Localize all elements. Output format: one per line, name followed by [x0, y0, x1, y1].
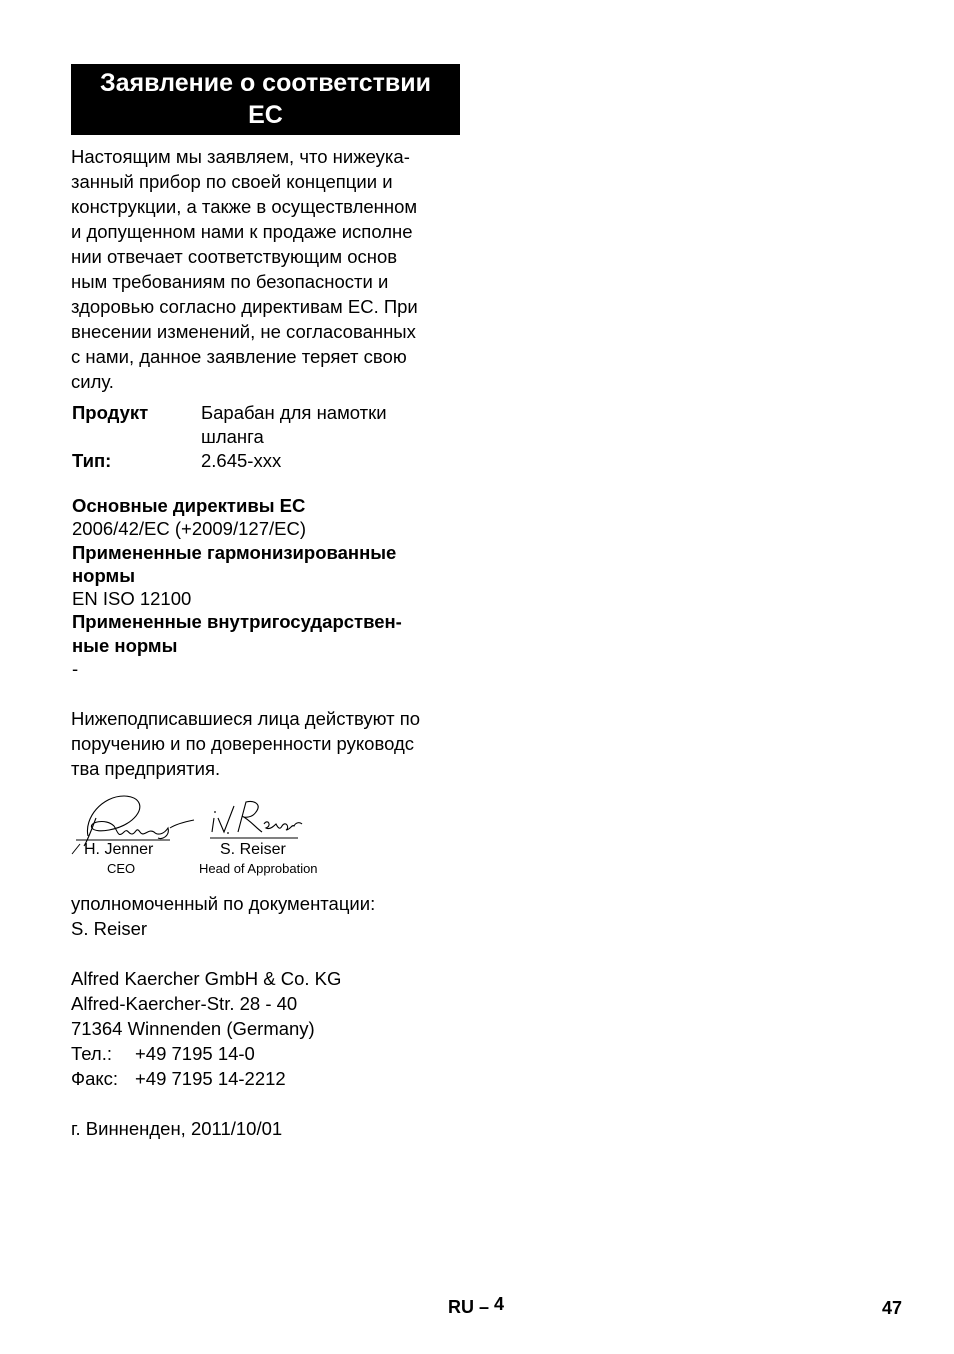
product-value-line-1: Барабан для намотки [201, 402, 387, 423]
intro-line: с нами, данное заявление теряет свою [71, 346, 407, 367]
signature-role-approbation: Head of Approbation [199, 861, 318, 876]
intro-line: силу. [71, 371, 114, 392]
footer-section: RU [448, 1297, 474, 1317]
company-address [71, 966, 341, 1091]
type-value: 2.645-xxx [201, 450, 282, 471]
intro-line: занный прибор по своей концепции и [71, 171, 393, 192]
intro-line: Настоящим мы заявляем, что нижеука- [71, 146, 410, 167]
signers-line: Нижеподписавшиеся лица действуют по [71, 708, 420, 729]
intro-line: конструкции, а также в осуществленном [71, 196, 418, 217]
company-street: Alfred-Kaercher-Str. 28 - 40 [71, 993, 298, 1014]
documentation-block [71, 891, 461, 941]
footer-section-page: 4 [494, 1294, 505, 1314]
footer-section-number [448, 1294, 505, 1318]
directives-section [72, 494, 462, 680]
intro-line: нии отвечает соответствующим основ [71, 246, 398, 267]
product-value [201, 401, 461, 449]
intro-line: ным требованиям по безопасности и [71, 271, 389, 292]
signers-paragraph [71, 706, 461, 781]
signature-name-jenner: H. Jenner [84, 841, 154, 858]
main-directives-heading: Основные директивы ЕС [72, 495, 306, 516]
page-number: 47 [882, 1298, 903, 1318]
documentation-name: S. Reiser [71, 918, 148, 939]
place-date: г. Винненден, 2011/10/01 [71, 1118, 283, 1139]
product-label: Продукт [72, 402, 149, 423]
intro-line: здоровью согласно директивам ЕС. При [71, 296, 418, 317]
national-heading-line-2: ные нормы [72, 634, 178, 656]
phone-label: Тел.: [71, 1043, 113, 1064]
documentation-label: уполномоченный по документации: [71, 893, 376, 914]
type-label: Тип: [72, 450, 112, 471]
page-title [71, 64, 460, 135]
harmonized-heading-line-1: Примененные гармонизированные [72, 541, 397, 563]
footer-dash: – [479, 1297, 490, 1317]
national-value: - [72, 658, 79, 680]
fax-value: +49 7195 14-2212 [135, 1068, 286, 1089]
title-line-1: Заявление о соответствии [99, 69, 432, 97]
harmonized-heading-line-2: нормы [72, 564, 136, 586]
company-phone [71, 1041, 341, 1066]
title-line-2: ЕС [248, 101, 283, 129]
company-city: 71364 Winnenden (Germany) [71, 1018, 315, 1039]
signature-reiser-image [206, 796, 306, 842]
intro-paragraph [71, 144, 461, 394]
signature-role-ceo: CEO [107, 861, 136, 876]
phone-value: +49 7195 14-0 [135, 1043, 255, 1064]
company-fax [71, 1066, 341, 1091]
national-heading-line-1: Примененные внутригосударствен- [72, 611, 402, 633]
signers-line: тва предприятия. [71, 758, 221, 779]
fax-label: Факс: [71, 1068, 119, 1089]
intro-line: и допущенном нами к продаже исполне [71, 221, 413, 242]
product-value-line-2: шланга [201, 426, 264, 447]
harmonized-value: EN ISO 12100 [72, 588, 192, 610]
signers-line: поручению и по доверенности руководс [71, 733, 415, 754]
signature-name-reiser: S. Reiser [220, 841, 286, 858]
main-directives-value: 2006/42/EC (+2009/127/EC) [72, 518, 306, 540]
intro-line: внесении изменений, не согласованных [71, 321, 416, 342]
company-name: Alfred Kaercher GmbH & Co. KG [71, 968, 342, 989]
